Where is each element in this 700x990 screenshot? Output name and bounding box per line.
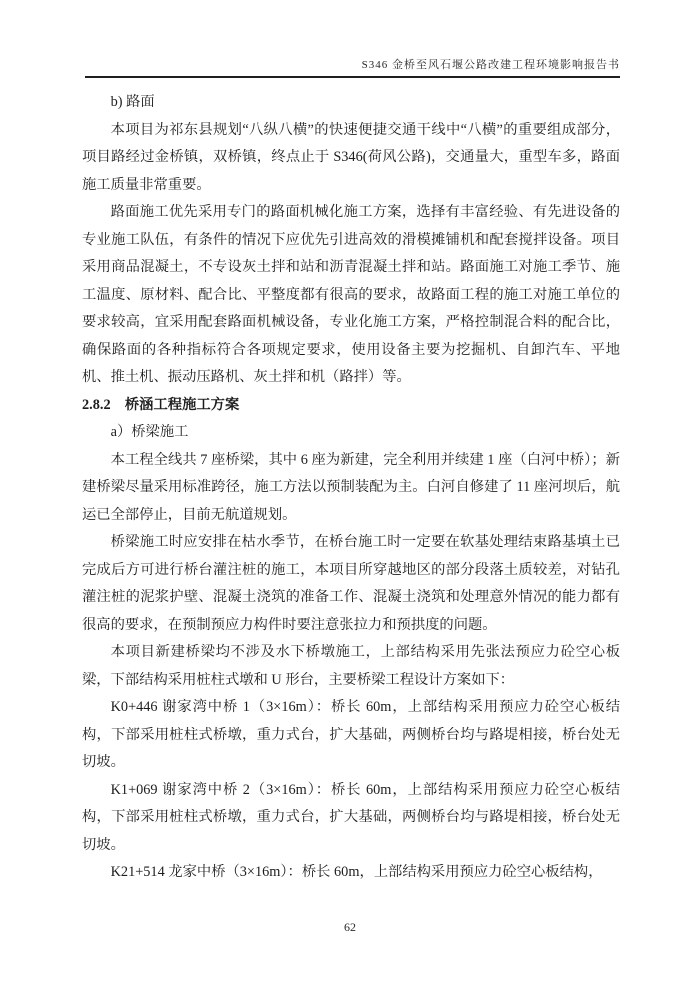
page-number: 62 [344,920,356,934]
list-item-a-bridge-construction: a）桥梁施工 [110,424,189,440]
paragraph-bridge-schedule: 桥梁施工时应安排在枯水季节，在桥台施工时一定要在软基处理结束路基填土已完成后方可进行桥台灌注桩的施工，本项目所穿越地区的部分段落土质较差，对钻孔灌注桩的泥浆护壁、混凝土浇筑的准备工作、混凝土浇筑和处理意外情况的能力都有很高的要求，在预制预应力构件时要注意张拉力和预拱度的问题。 [82,534,620,633]
list-item-b-pavement: b) 路面 [110,94,155,110]
document-body [82,89,620,887]
paragraph-bridge-structure: 本项目新建桥梁均不涉及水下桥墩施工，上部结构采用先张法预应力砼空心板梁，下部结构采用桩柱式墩和 U 形台，主要桥梁工程设计方案如下： [82,644,620,688]
paragraph-bridge-overview: 本工程全线共 7 座桥梁，其中 6 座为新建，完全利用并续建 1 座（白河中桥）；新建桥梁尽量采用标准跨径，施工方法以预制装配为主。白河自修建了 11 座河坝后，航运已全部停止，目前无航道规划。 [82,451,620,523]
running-header-title: S346 金桥至风石堰公路改建工程环境影响报告书 [85,56,620,78]
paragraph-bridge-k0-446: K0+446 谢家湾中桥 1（3×16m）：桥长 60m，上部结构采用预应力砼空心板结构，下部采用桩柱式桥墩，重力式台，扩大基础，两侧桥台均与路堤相接，桥台处无切坡。 [82,699,620,770]
section-heading-2-8-2: 2.8.2 桥涵工程施工方案 [82,396,240,413]
paragraph-project-overview: 本项目为祁东县规划“八纵八横”的快速便捷交通干线中“八横”的重要组成部分，项目路经过金桥镇，双桥镇，终点止于 S346(荷风公路)，交通量大，重型车多，路面施工质量非常重要。 [82,121,620,193]
paragraph-bridge-k21-514: K21+514 龙家中桥（3×16m）：桥长 60m，上部结构采用预应力砼空心板结构， [110,864,603,880]
paragraph-bridge-k1-069: K1+069 谢家湾中桥 2（3×16m）：桥长 60m，上部结构采用预应力砼空心板结构，下部采用桩柱式桥墩，重力式台，扩大基础，两侧桥台均与路堤相接，桥台处无切坡。 [82,781,620,853]
paragraph-pavement-construction: 路面施工优先采用专门的路面机械化施工方案，选择有丰富经验、有先进设备的专业施工队伍，有条件的情况下应优先引进高效的滑模摊铺机和配套搅拌设备。项目采用商品混凝土，不专设灰土拌和站和沥青混凝土拌和站。路面施工对施工季节、施工温度、原材料、配合比、平整度都有很高的要求，故路面工程的施工对施工单位的要求较高，宜采用配套路面机械设备，专业化施工方案，严格控制混合料的配合比，确保路面的各种指标符合各项规定要求，使用设备主要为挖掘机、自卸汽车、平地机、推土机、振动压路机、灰土拌和机（路拌）等。 [82,204,620,385]
